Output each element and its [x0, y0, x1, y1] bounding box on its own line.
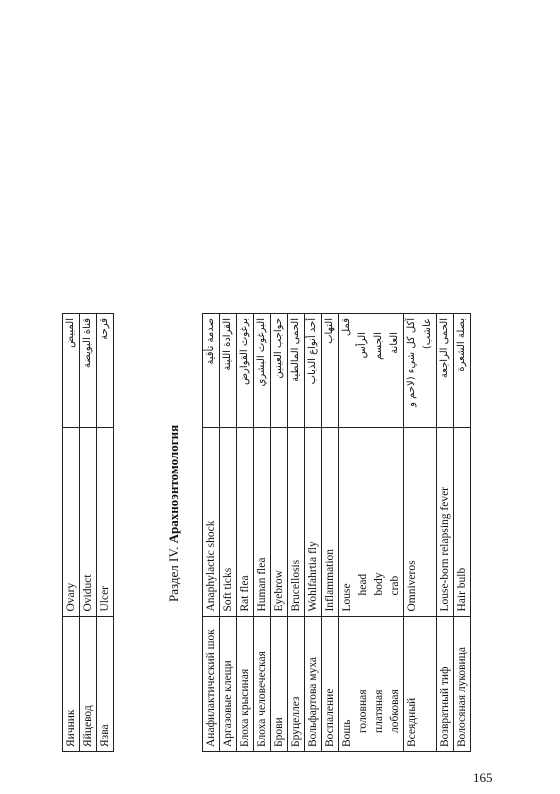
cell-ar: حواجب العينين [271, 314, 288, 428]
cell-en: Anaphylactic shock [203, 428, 220, 616]
table-row [97, 314, 114, 752]
cell-en: Soft ticks [220, 428, 237, 616]
table-row [437, 314, 454, 752]
cell-ru: Анафилактический шок [203, 616, 220, 751]
cell-ar: صدمة تأقية [203, 314, 220, 428]
sub-item: العانة [389, 332, 400, 354]
cell-ar: التهاب [322, 314, 339, 428]
table-row [404, 314, 437, 752]
cell-en: Rat flea [237, 428, 254, 616]
cell-ru: Яичник [63, 616, 80, 751]
cell-en: Inflammation [322, 428, 339, 616]
cell-ru: Яйцевод [80, 616, 97, 751]
cell-ru: Всеядный [404, 616, 437, 751]
cell-en: Ulcer [97, 428, 114, 616]
table-row [305, 314, 322, 752]
sub-item: الجسم [373, 332, 384, 360]
cell-ru: Блоха человеческая [254, 616, 271, 751]
page-number: 165 [473, 770, 493, 785]
sub-item: лобковая [389, 689, 401, 733]
cell-ar: القرادة اللينة [220, 314, 237, 428]
table-row [254, 314, 271, 752]
sub-item: платяная [373, 689, 385, 733]
sub-item: body [373, 572, 385, 596]
main-glossary-table [202, 313, 471, 752]
sub-item: الرأس [357, 332, 368, 359]
cell-ru: Аргазовые клещи [220, 616, 237, 751]
section-heading [166, 425, 182, 602]
sub-item: crab [389, 575, 401, 596]
table-row [203, 314, 220, 752]
cell-en: Wohlfahrtia fly [305, 428, 322, 616]
table-row [322, 314, 339, 752]
cell-en: Eyebrow [271, 428, 288, 616]
cell-ru: Вольфартова муха [305, 616, 322, 751]
cell-ru: Блоха крысиная [237, 616, 254, 751]
cell-ar: أحد أنواع الذباب [305, 314, 322, 428]
cell-ar: المبيض [63, 314, 80, 428]
table-row [63, 314, 80, 752]
cell-ru: Бруцеллез [288, 616, 305, 751]
cell-ar: قرحة [97, 314, 114, 428]
section-title: Арахноэнтомология [166, 424, 181, 544]
cell-ru: Воспаление [322, 616, 339, 751]
table-row [220, 314, 237, 752]
cell-en: Hair bulb [454, 428, 471, 616]
cell-en: Omniveros [404, 428, 437, 616]
cell-ru: Волосяная луковица [454, 616, 471, 751]
cell-ar: آكل كل شيء (لاحم و عاشب) [404, 314, 437, 428]
table-row [339, 314, 404, 752]
cell-en: Human flea [254, 428, 271, 616]
cell-en: Brucellosis [288, 428, 305, 616]
cell-en: Ovary [63, 428, 80, 616]
cell-ru: Язва [97, 616, 114, 751]
cell-ar: الحمى المالطية [288, 314, 305, 428]
table-row [237, 314, 254, 752]
cell-ru: Возвратный тиф [437, 616, 454, 751]
cell-ar: البرغوث البشري [254, 314, 271, 428]
cell-ar: قمل الرأس الجسم العانة [339, 314, 404, 428]
table-row [288, 314, 305, 752]
cell-ar: الحمى الراجعة [437, 314, 454, 428]
top-glossary-table [62, 313, 114, 752]
cell-ar: برغوث القوارض [237, 314, 254, 428]
cell-ar: بصلة الشعرة [454, 314, 471, 428]
cell-ar: قناة البويضة [80, 314, 97, 428]
table-row [80, 314, 97, 752]
cell-en: Louse-born relapsing fever [437, 428, 454, 616]
rotated-page-content [62, 58, 482, 752]
table-row [454, 314, 471, 752]
cell-en: Louse head body crab [339, 428, 404, 616]
cell-ru: Брови [271, 616, 288, 751]
section-prefix: Раздел IV. [166, 546, 181, 602]
cell-en: Oviduct [80, 428, 97, 616]
cell-ru: Вошь головная платяная лобковая [339, 616, 404, 751]
table-row [271, 314, 288, 752]
sub-item: головная [357, 689, 369, 733]
sub-item: head [357, 573, 369, 596]
